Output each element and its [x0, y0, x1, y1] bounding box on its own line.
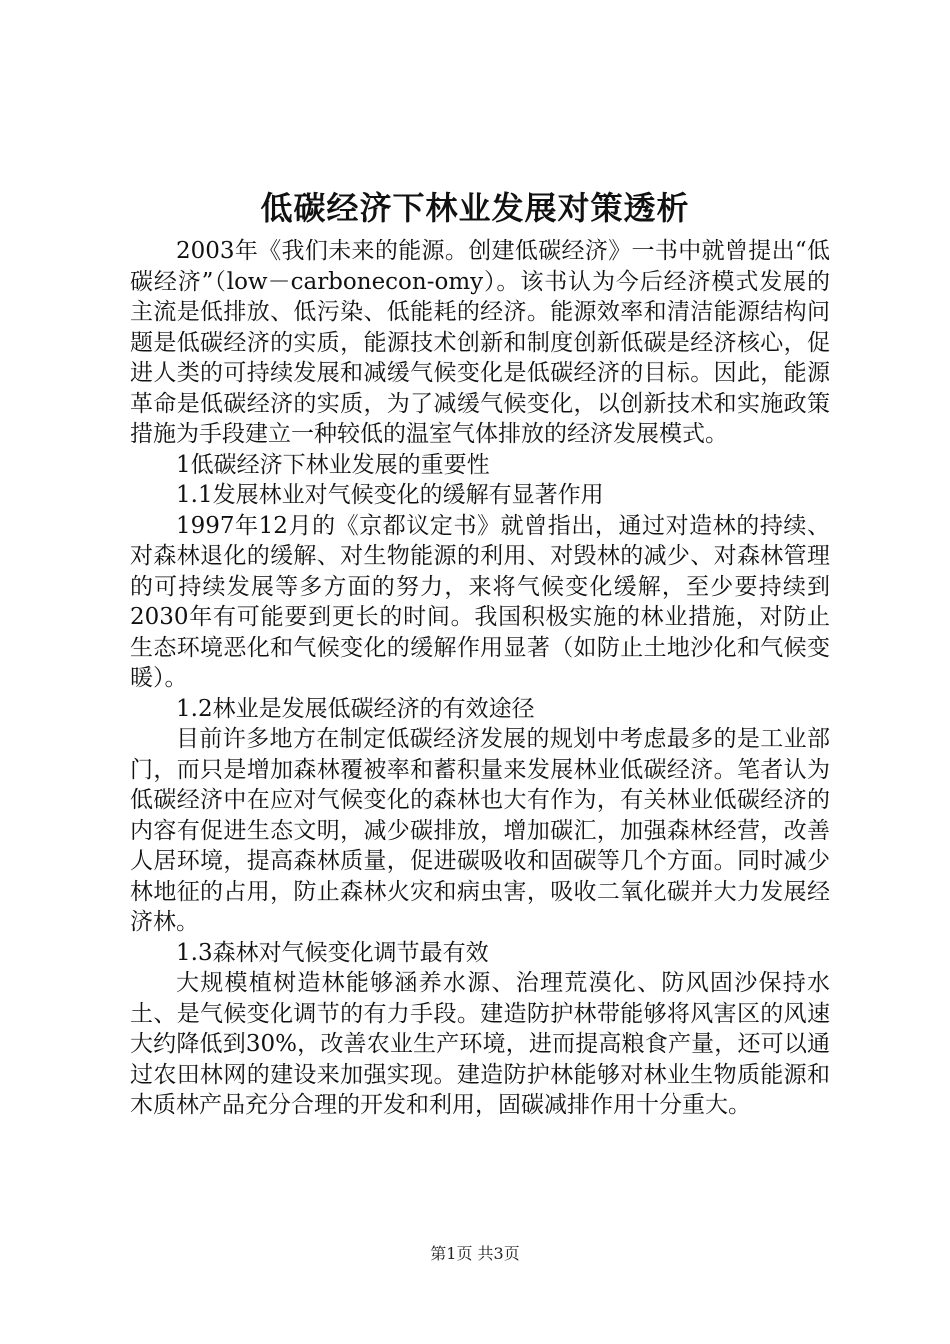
document-title: 低碳经济下林业发展对策透析: [260, 189, 690, 227]
section-heading-1-2: 1.2林业是发展低碳经济的有效途径: [176, 695, 535, 722]
page-footer: 第1页 共3页: [430, 1244, 520, 1263]
section-heading-1-1: 1.1发展林业对气候变化的缓解有显著作用: [176, 482, 604, 508]
paragraph-1-3: 大规模植树造林能够涵养水源、治理荒漠化、防风固沙保持水土、是气候变化调节的有力手段。建造防护林带能够将风害区的风速大约降低到30%，改善农业生产环境，进而提高粮食产量，还可以通过农田林网的建设来加强实现。建造防护林能够对林业生物质能源和木质林产品充分合理的开发和利用，固碳减排作用十分重大。: [130, 970, 830, 1118]
section-heading-1: 1低碳经济下林业发展的重要性: [176, 451, 490, 478]
section-heading-1-3: 1.3森林对气候变化调节最有效: [176, 939, 489, 966]
document-body: [130, 236, 830, 1121]
paragraph-intro: 2003年《我们未来的能源。创建低碳经济》一书中就曾提出“低碳经济”（low－carbonecon-omy）。该书认为今后经济模式发展的主流是低排放、低污染、低能耗的经济。能源效率和清洁能源结构问题是低碳经济的实质，能源技术创新和制度创新低碳是经济核心，促进人类的可持续发展和减缓气候变化是低碳经济的目标。因此，能源革命是低碳经济的实质，为了减缓气候变化，以创新技术和实施政策措施为手段建立一种较低的温室气体排放的经济发展模式。: [130, 238, 830, 447]
paragraph-1-1: 1997年12月的《京都议定书》就曾指出，通过对造林的持续、对森林退化的缓解、对生物能源的利用、对毁林的减少、对森林管理的可持续发展等多方面的努力，来将气候变化缓解，至少要持续到2030年有可能要到更长的时间。我国积极实施的林业措施，对防止生态环境恶化和气候变化的缓解作用显著（如防止土地沙化和气候变暖）。: [130, 512, 830, 691]
paragraph-1-2: 目前许多地方在制定低碳经济发展的规划中考虑最多的是工业部门，而只是增加森林覆被率和蓄积量来发展林业低碳经济。笔者认为低碳经济中在应对气候变化的森林也大有作为，有关林业低碳经济的内容有促进生态文明，减少碳排放，增加碳汇，加强森林经营，改善人居环境，提高森林质量，促进碳吸收和固碳等几个方面。同时减少林地征的占用，防止森林火灾和病虫害，吸收二氧化碳并大力发展经济林。: [130, 726, 830, 935]
